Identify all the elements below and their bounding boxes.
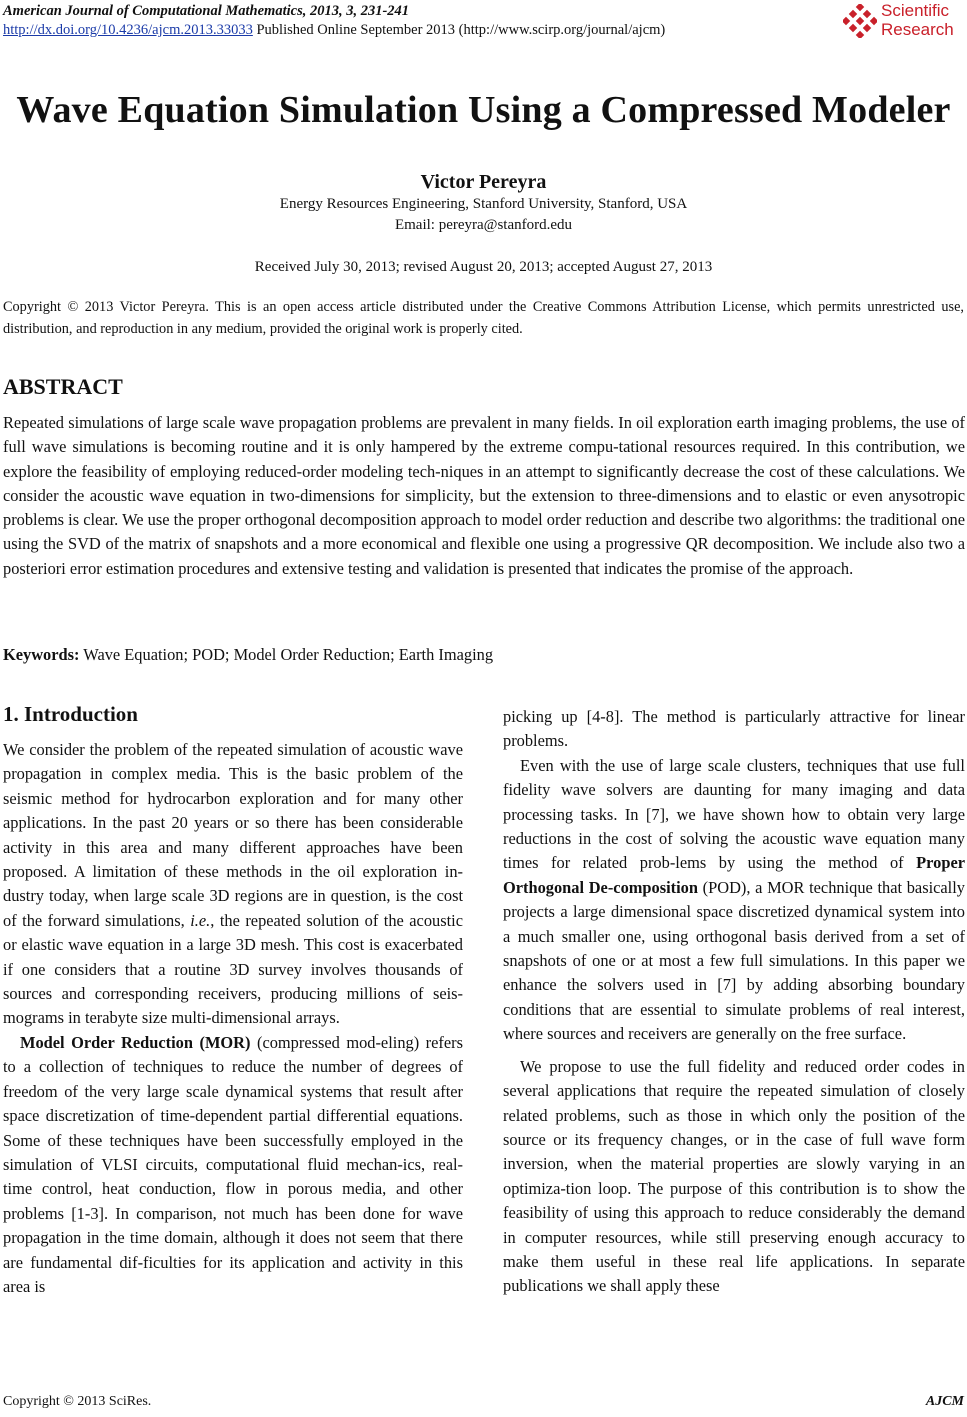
author-affiliation: Energy Resources Engineering, Stanford University, Stanford, USA bbox=[279, 196, 688, 212]
right-column bbox=[503, 705, 965, 1299]
doi-link[interactable]: http://dx.doi.org/10.4236/ajcm.2013.33033 bbox=[3, 22, 253, 38]
intro-paragraph-3: picking up [4-8]. The method is particularly attractive for linear problems. bbox=[503, 707, 965, 751]
mor-term: Model Order Reduction (MOR) bbox=[20, 1032, 251, 1052]
published-info: Published Online September 2013 (http://www.scirp.org/journal/ajcm) bbox=[256, 22, 666, 38]
logo-mark-icon bbox=[843, 4, 877, 38]
author-name: Victor Pereyra bbox=[420, 171, 547, 193]
intro-paragraph-5: We propose to use the full fidelity and reduced order codes in several applications that require the repeated simulation of closely related problems, such as those in which only the position of the source or its frequency changes, or in the case of full wave form inversion, when the material properties are slowly varying in an optimiza-tion loop. The purpose of this contribution is to show the feasibility of using this approach to reduce considerably the demand in computer resources, while still preserving enough accuracy to make them useful in these real life applications. In separate publications we shall apply these bbox=[503, 1056, 965, 1296]
received-dates: Received July 30, 2013; revised August 20, 2013; accepted August 27, 2013 bbox=[254, 259, 713, 275]
logo-text bbox=[881, 1, 954, 39]
scientific-research-logo bbox=[843, 1, 965, 45]
intro-paragraph-4 bbox=[503, 754, 965, 1047]
intro-p4-text-a: Even with the use of large scale clusters, techniques that use full fidelity wave solvers are daunting for many imaging and data processing tasks. In [7], we have shown how to obtain very large reductions in the cost of solving the acoustic wave equation many times for related prob-lems by using the method of bbox=[503, 755, 965, 873]
intro-paragraph-1 bbox=[3, 738, 463, 1031]
intro-p1-text-a: We consider the problem of the repeated simulation of acoustic wave propagation in complex media. This is the basic problem of the seismic method for hydrocarbon exploration and for many other applications. In the past 20 years or so there has been considerable activity in this area and many different approaches have been proposed. A limitation of these methods in the oil exploration in-dustry today, when large scale 3D regions are in question, is the cost of the forward simulations, bbox=[3, 740, 463, 930]
left-column bbox=[3, 738, 463, 1299]
abstract-text: Repeated simulations of large scale wave propagation problems are prevalent in many fields. In oil exploration earth imaging problems, the use of full wave simulations is becoming routine and it is only hampered by the extreme compu-tational resources required. In this contribution, we explore the feasibility of employing reduced-order modeling tech-niques in an attempt to significantly decrease the cost of these calculations. We consider the acoustic wave equation in two-dimensions for simplicity, but the extension to three-dimensions and to elastic or even anysotropic problems is clear. We use the proper orthogonal decomposition approach to model order reduction and describe two algorithms: the traditional one using the SVD of the matrix of snapshots and a more economical and flexible one using a progressive QR decomposition. We include also two a posteriori error estimation procedures and extensive testing and validation is presented that indicates the promise of the approach. bbox=[3, 413, 965, 578]
footer-copyright: Copyright © 2013 SciRes. bbox=[3, 1394, 152, 1409]
logo-line-scientific: Scientific bbox=[881, 1, 950, 20]
footer-journal-abbrev: AJCM bbox=[925, 1394, 964, 1409]
author-email: Email: pereyra@stanford.edu bbox=[394, 217, 573, 233]
journal-volume: , 2013, 3, 231-241 bbox=[302, 3, 410, 19]
journal-name: American Journal of Computational Mathematics bbox=[3, 3, 303, 19]
keywords-label: Keywords: bbox=[3, 645, 80, 664]
journal-citation bbox=[3, 3, 409, 20]
doi-line bbox=[3, 22, 665, 39]
intro-p1-text-b: , the repeated solution of the acoustic or elastic wave equation in a large 3D mesh. This cost is exacerbated if one considers that a routine 3D survey involves thousands of sources and corresponding receivers, producing millions of seis-mograms in terabyte size multi-dimensional arrays. bbox=[3, 910, 463, 1028]
keywords-list: Wave Equation; POD; Model Order Reduction; Earth Imaging bbox=[83, 645, 494, 664]
keywords bbox=[3, 645, 493, 665]
logo-line-research: Research bbox=[881, 20, 954, 39]
paper-title: Wave Equation Simulation Using a Compressed Modeler bbox=[16, 89, 951, 131]
pod-term: Proper Orthogonal De-composition bbox=[503, 853, 965, 897]
abstract-heading: ABSTRACT bbox=[3, 374, 123, 399]
ie-italic: i.e. bbox=[190, 910, 211, 930]
intro-p2-text: (compressed mod-eling) refers to a collection of techniques to reduce the number of degrees of freedom of the very large scale dynamical systems that result after space discretization of time-dependent partial differential equations. Some of these techniques have been successfully employed in the simulation of VLSI circuits, computational fluid mechan-ics, real-time control, heat conduction, flow in porous media, and other problems [1-3]. In comparison, not much has been done for wave propagation in the time domain, although it does not seem that there are fundamental dif-ficulties for its application and activity in this area is bbox=[3, 1032, 463, 1296]
copyright-notice: Copyright © 2013 Victor Pereyra. This is an open access article distributed under the Creative Commons Attribution License, which permits unrestricted use, distribution, and reproduction in any medium, provided the original work is properly cited. bbox=[3, 299, 964, 337]
intro-paragraph-2 bbox=[3, 1031, 463, 1299]
section-heading-introduction: 1. Introduction bbox=[3, 702, 138, 726]
intro-p4-text-b: (POD), a MOR technique that basically projects a large dimensional space discretized dynamical system into a much smaller one, using orthogonal basis derived from a set of snapshots of one or at most a few full simulations. In this paper we enhance the solvers used in [7] by adding absorbing boundary conditions that are essential to simulate problems of real interest, where sources and receivers are generally on the free surface. bbox=[503, 877, 965, 1044]
